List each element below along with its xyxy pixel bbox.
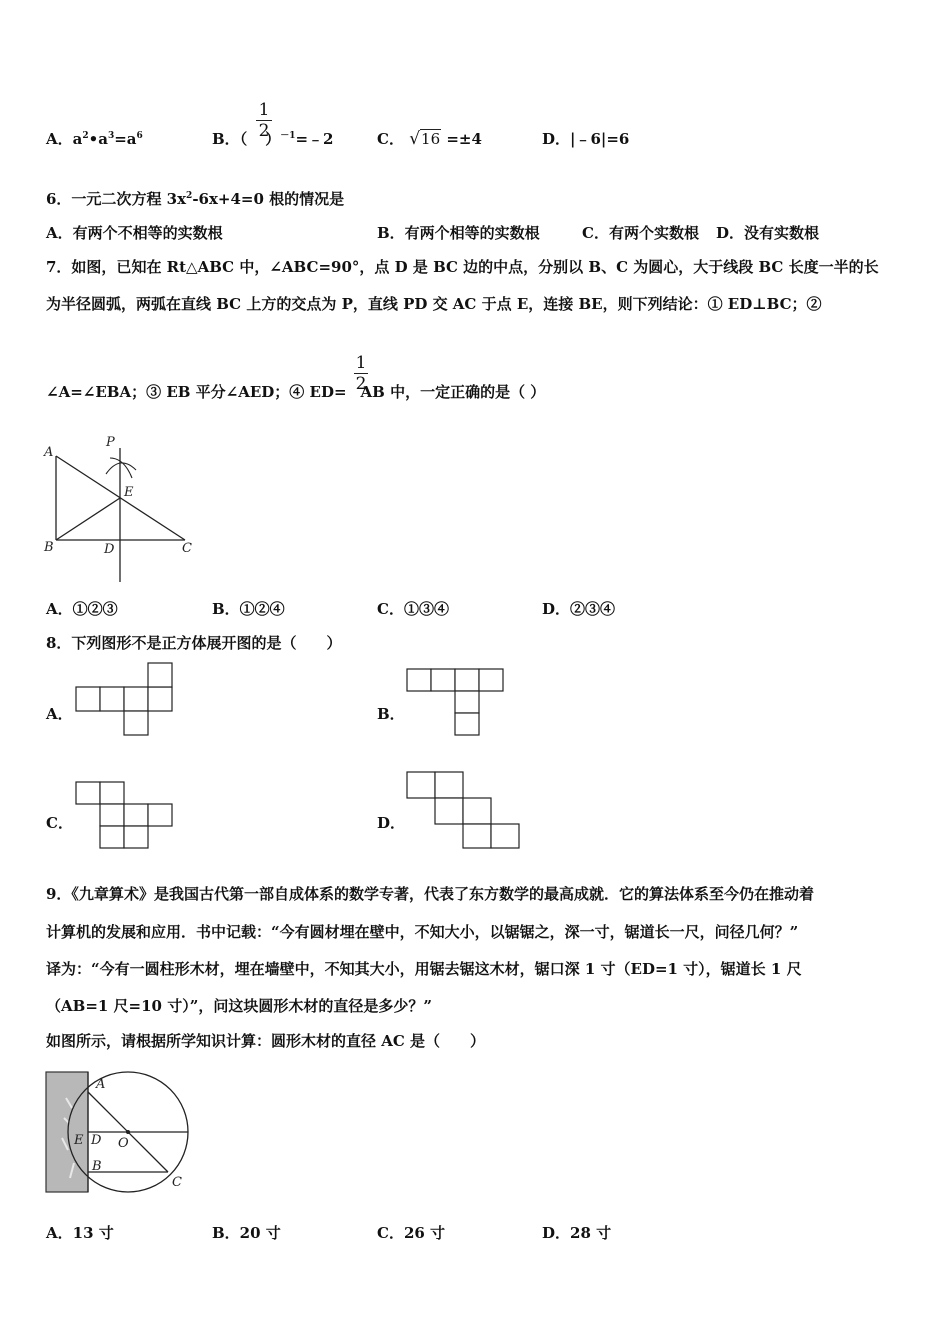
svg-text:A: A — [96, 1077, 106, 1092]
svg-text:C: C — [182, 541, 192, 556]
q9-stem-line4: （AB=1 尺=10 寸）”，问这块圆形木材的直径是多少？” — [46, 997, 432, 1015]
q9-stem-line2: 计算机的发展和应用．书中记载：“今有圆材埋在壁中，不知大小，以锯锯之，深一寸，锯道长一尺，问径几何？” — [46, 923, 799, 941]
q7-option-a[interactable]: A．①②③ — [46, 600, 118, 618]
svg-text:B: B — [92, 1159, 102, 1174]
q6-option-a[interactable]: A．有两个不相等的实数根 — [46, 224, 223, 242]
q5-option-c[interactable]: C． √16 =±4 — [377, 129, 482, 149]
q7-option-c[interactable]: C．①③④ — [377, 600, 449, 618]
svg-text:B: B — [44, 540, 54, 555]
svg-text:C: C — [172, 1175, 182, 1190]
q6-option-b[interactable]: B．有两个相等的实数根 — [377, 224, 540, 242]
q6-option-c[interactable]: C．有两个实数根 — [582, 224, 699, 242]
q9-option-a[interactable]: A．13 寸 — [46, 1224, 114, 1242]
q5-option-d[interactable]: D．|﹣6|=6 — [542, 130, 630, 148]
q8-net-a — [76, 663, 176, 735]
q9-stem-line5: 如图所示，请根据所学知识计算：圆形木材的直径 AC 是（ ） — [46, 1032, 486, 1050]
q8-net-b — [407, 669, 507, 735]
q8-option-c[interactable]: C． — [46, 814, 73, 832]
q7-stem-line1: 7．如图，已知在 Rt△ABC 中，∠ABC=90°，点 D 是 BC 边的中点，分别以 B、C 为圆心，大于线段 BC 长度一半的长 — [46, 258, 879, 276]
q7-stem-line2: 为半径圆弧，两弧在直线 BC 上方的交点为 P，直线 PD 交 AC 于点 E，连接 BE，则下列结论：① ED⊥BC；② — [46, 295, 822, 313]
q8-option-a[interactable]: A． — [46, 705, 73, 723]
svg-text:D: D — [104, 542, 115, 557]
q6-stem: 6．一元二次方程 $3x^2-6x+4=0$ 根的情况是 — [46, 190, 345, 208]
q9-stem-line1: 9．《九章算术》是我国古代第一部自成体系的数学专著，代表了东方数学的最高成就．它的算法体系至今仍在推动着 — [46, 885, 814, 903]
svg-text:O: O — [118, 1136, 129, 1151]
q7-stem-line3: ∠A=∠EBA；③ EB 平分∠AED；④ ED= AB 中，一定正确的是（ ） — [46, 383, 546, 401]
q7-triangle-figure — [40, 430, 200, 585]
q9-option-b[interactable]: B．20 寸 — [212, 1224, 281, 1242]
q8-net-d — [407, 772, 522, 850]
svg-text:D: D — [91, 1133, 102, 1148]
q5-option-b[interactable]: B．（ ）$^{-1}$=﹣2 — [212, 130, 334, 148]
q7-option-d[interactable]: D．②③④ — [542, 600, 616, 618]
q5-b-fraction: 1 2 — [256, 101, 272, 140]
q6-option-d[interactable]: D．没有实数根 — [716, 224, 820, 242]
q8-stem: 8．下列图形不是正方体展开图的是（ ） — [46, 634, 342, 652]
svg-text:E: E — [74, 1133, 84, 1148]
q9-option-d[interactable]: D．28 寸 — [542, 1224, 612, 1242]
svg-text:E: E — [124, 485, 134, 500]
q9-circle-figure — [44, 1068, 194, 1198]
q9-option-c[interactable]: C．26 寸 — [377, 1224, 446, 1242]
q8-option-b[interactable]: B． — [377, 705, 405, 723]
q8-option-d[interactable]: D． — [377, 814, 406, 832]
q7-fraction: 1 2 — [355, 353, 367, 394]
q9-stem-line3: 译为：“今有一圆柱形木材，埋在墙壁中，不知其大小，用锯去锯这木材，锯口深 1 寸（ED=1 寸），锯道长 1 尺 — [46, 960, 802, 978]
q8-net-c — [76, 782, 176, 850]
q7-option-b[interactable]: B．①②④ — [212, 600, 285, 618]
svg-text:A: A — [44, 445, 54, 460]
q5-option-a[interactable]: A．$a^2•a^3=a^6$ — [46, 130, 143, 148]
svg-text:P: P — [106, 435, 115, 450]
